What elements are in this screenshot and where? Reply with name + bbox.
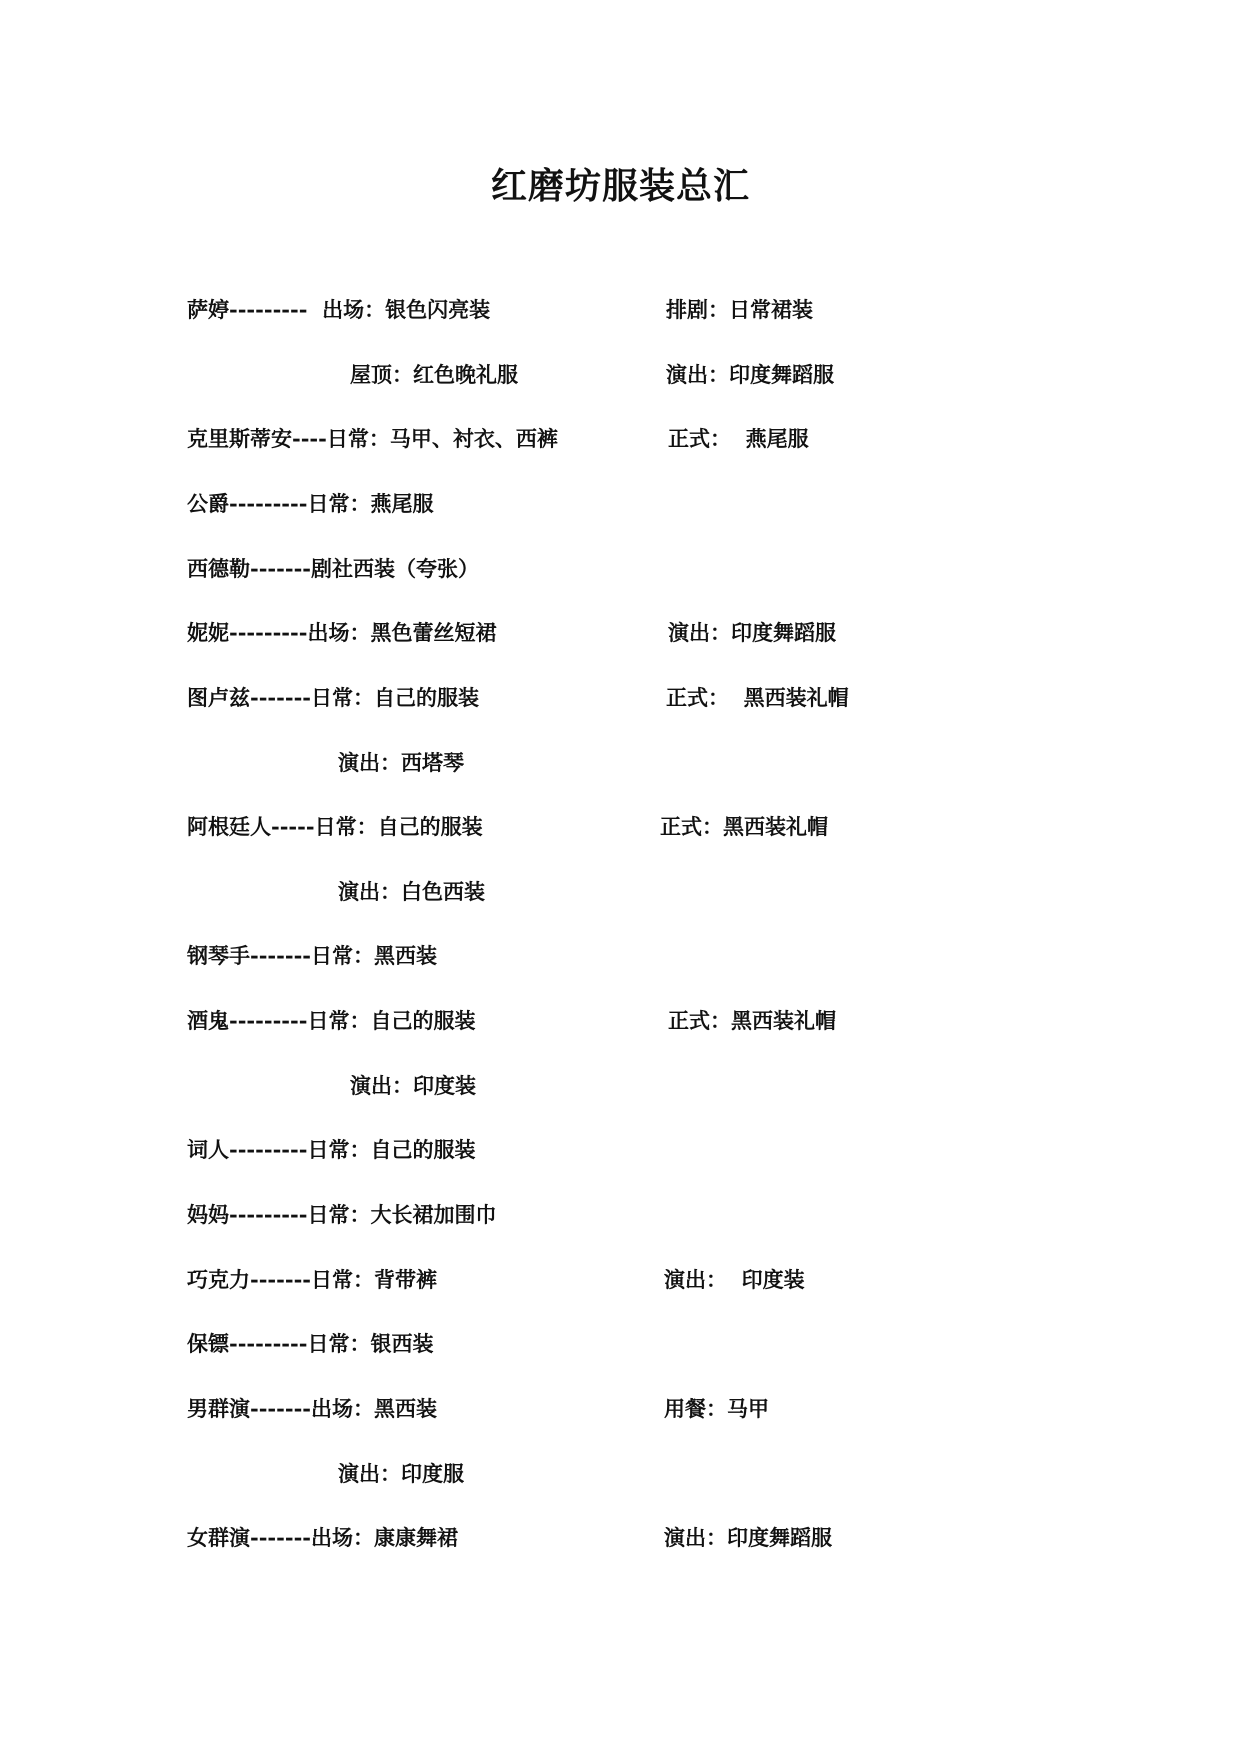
costume-line-left: 图卢兹-------日常：自己的服装 bbox=[187, 685, 480, 710]
costume-line-left: 克里斯蒂安----日常：马甲、衬衣、西裤 bbox=[187, 426, 558, 451]
costume-line-left: 酒鬼---------日常：自己的服装 bbox=[187, 1008, 476, 1033]
costume-line-right: 正式： 黑西装礼帽 bbox=[666, 685, 849, 710]
costume-line-left: 妮妮---------出场：黑色蕾丝短裙 bbox=[187, 620, 497, 645]
costume-line-left: 词人---------日常：自己的服装 bbox=[187, 1137, 476, 1162]
costume-line-right: 演出：印度舞蹈服 bbox=[668, 620, 836, 645]
costume-line-right: 正式： 燕尾服 bbox=[668, 426, 809, 451]
costume-line-left: 公爵---------日常：燕尾服 bbox=[187, 491, 434, 516]
costume-line-right: 正式：黑西装礼帽 bbox=[660, 814, 828, 839]
costume-line-right: 演出：印度舞蹈服 bbox=[664, 1525, 832, 1550]
costume-line-left: 保镖---------日常：银西装 bbox=[187, 1331, 434, 1356]
costume-line-right: 正式：黑西装礼帽 bbox=[668, 1008, 836, 1033]
costume-line-right: 排剧：日常裙装 bbox=[666, 297, 813, 322]
costume-line-left: 妈妈---------日常：大长裙加围巾 bbox=[187, 1202, 497, 1227]
costume-line-left: 演出：白色西装 bbox=[338, 879, 485, 904]
costume-line-left: 女群演-------出场：康康舞裙 bbox=[187, 1525, 459, 1550]
costume-line-left: 男群演-------出场：黑西装 bbox=[187, 1396, 438, 1421]
costume-line-right: 用餐：马甲 bbox=[664, 1396, 769, 1421]
costume-line-right: 演出：印度舞蹈服 bbox=[666, 362, 834, 387]
costume-line-left: 演出：印度服 bbox=[338, 1461, 464, 1486]
page-title: 红磨坊服装总汇 bbox=[490, 165, 750, 207]
costume-line-left: 阿根廷人-----日常：自己的服装 bbox=[187, 814, 483, 839]
costume-line-left: 演出：西塔琴 bbox=[338, 750, 464, 775]
costume-line-left: 西德勒-------剧社西装（夸张） bbox=[187, 556, 480, 581]
costume-line-left: 萨婷--------- 出场：银色闪亮装 bbox=[187, 297, 491, 322]
costume-line-right: 演出： 印度装 bbox=[664, 1267, 805, 1292]
costume-line-left: 钢琴手-------日常：黑西装 bbox=[187, 943, 438, 968]
costume-line-left: 巧克力-------日常：背带裤 bbox=[187, 1267, 438, 1292]
costume-line-left: 演出：印度装 bbox=[350, 1073, 476, 1098]
costume-line-left: 屋顶：红色晚礼服 bbox=[350, 362, 518, 387]
